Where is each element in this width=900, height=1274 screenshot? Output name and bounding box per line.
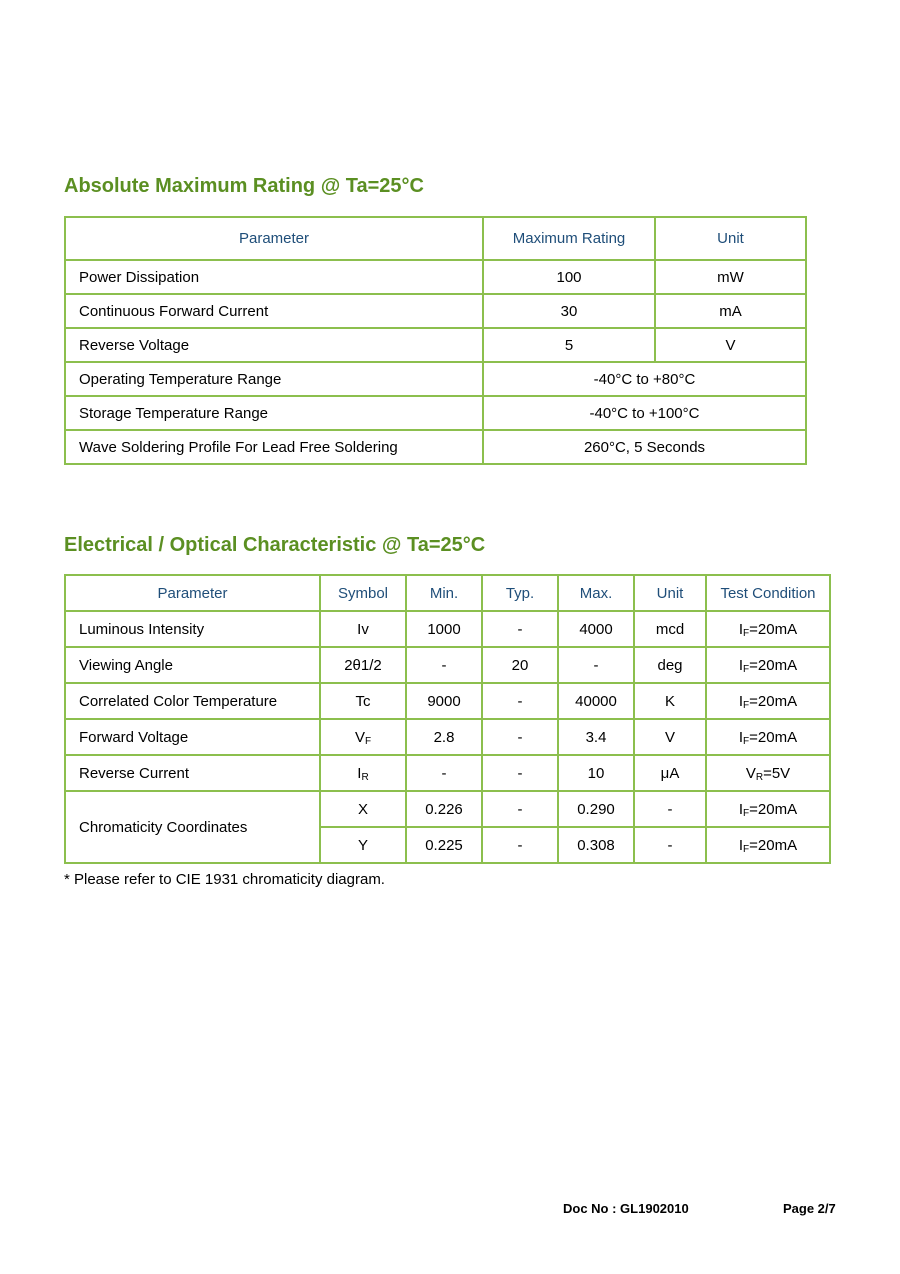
rating-cell: 5 bbox=[483, 328, 655, 362]
parameter-cell: Storage Temperature Range bbox=[65, 396, 483, 430]
parameter-cell: Operating Temperature Range bbox=[65, 362, 483, 396]
header-test-condition: Test Condition bbox=[706, 575, 830, 611]
rating-cell: 260°C, 5 Seconds bbox=[483, 430, 806, 464]
header-typ: Typ. bbox=[482, 575, 558, 611]
parameter-cell: Reverse Voltage bbox=[65, 328, 483, 362]
unit-cell: deg bbox=[634, 647, 706, 683]
parameter-cell: Reverse Current bbox=[65, 755, 320, 791]
typ-cell: - bbox=[482, 719, 558, 755]
min-cell: 0.226 bbox=[406, 791, 482, 827]
table-row bbox=[65, 647, 830, 683]
parameter-cell: Forward Voltage bbox=[65, 719, 320, 755]
absolute-max-table bbox=[64, 216, 807, 465]
unit-cell: - bbox=[634, 791, 706, 827]
max-cell: 40000 bbox=[558, 683, 634, 719]
symbol-cell: Tc bbox=[320, 683, 406, 719]
header-parameter: Parameter bbox=[65, 217, 483, 260]
rating-cell: 100 bbox=[483, 260, 655, 294]
table-row bbox=[65, 719, 830, 755]
min-cell: - bbox=[406, 647, 482, 683]
min-cell: - bbox=[406, 755, 482, 791]
max-cell: 10 bbox=[558, 755, 634, 791]
electrical-optical-table bbox=[64, 574, 831, 864]
test-condition-cell: $I_F=20mA$ bbox=[706, 791, 830, 827]
header-min: Min. bbox=[406, 575, 482, 611]
table-row bbox=[65, 430, 806, 464]
parameter-cell: Luminous Intensity bbox=[65, 611, 320, 647]
parameter-cell: Power Dissipation bbox=[65, 260, 483, 294]
max-cell: 4000 bbox=[558, 611, 634, 647]
absolute-max-title: Absolute Maximum Rating @ Ta=25°C bbox=[64, 175, 424, 197]
typ-cell: - bbox=[482, 827, 558, 863]
symbol-cell: 2θ1/2 bbox=[320, 647, 406, 683]
test-condition-cell: $I_F=20mA$ bbox=[706, 647, 830, 683]
doc-number: Doc No : GL1902010 bbox=[563, 1201, 689, 1216]
max-cell: 0.308 bbox=[558, 827, 634, 863]
typ-cell: - bbox=[482, 755, 558, 791]
max-cell: 0.290 bbox=[558, 791, 634, 827]
min-cell: 0.225 bbox=[406, 827, 482, 863]
symbol-cell: $V_F$ bbox=[320, 719, 406, 755]
typ-cell: - bbox=[482, 791, 558, 827]
page-number: Page 2/7 bbox=[783, 1201, 836, 1216]
rating-cell: -40°C to +80°C bbox=[483, 362, 806, 396]
symbol-cell: X bbox=[320, 791, 406, 827]
unit-cell: mcd bbox=[634, 611, 706, 647]
symbol-cell: $I_R$ bbox=[320, 755, 406, 791]
unit-cell: μA bbox=[634, 755, 706, 791]
unit-cell: V bbox=[634, 719, 706, 755]
header-max: Max. bbox=[558, 575, 634, 611]
table-row bbox=[65, 611, 830, 647]
header-symbol: Symbol bbox=[320, 575, 406, 611]
typ-cell: 20 bbox=[482, 647, 558, 683]
test-condition-cell: $V_R=5V$ bbox=[706, 755, 830, 791]
table-row bbox=[65, 791, 830, 827]
chromaticity-note: * Please refer to CIE 1931 chromaticity diagram. bbox=[64, 871, 385, 888]
table-row bbox=[65, 755, 830, 791]
max-cell: 3.4 bbox=[558, 719, 634, 755]
parameter-cell: Wave Soldering Profile For Lead Free Soldering bbox=[65, 430, 483, 464]
unit-cell: mW bbox=[655, 260, 806, 294]
symbol-cell: Y bbox=[320, 827, 406, 863]
table-row bbox=[65, 294, 806, 328]
test-condition-cell: $I_F=20mA$ bbox=[706, 683, 830, 719]
table-row bbox=[65, 328, 806, 362]
parameter-cell: Chromaticity Coordinates bbox=[65, 791, 320, 863]
header-max-rating: Maximum Rating bbox=[483, 217, 655, 260]
unit-cell: mA bbox=[655, 294, 806, 328]
table-header-row bbox=[65, 217, 806, 260]
rating-cell: -40°C to +100°C bbox=[483, 396, 806, 430]
header-unit: Unit bbox=[634, 575, 706, 611]
min-cell: 9000 bbox=[406, 683, 482, 719]
min-cell: 2.8 bbox=[406, 719, 482, 755]
parameter-cell: Continuous Forward Current bbox=[65, 294, 483, 328]
typ-cell: - bbox=[482, 611, 558, 647]
unit-cell: K bbox=[634, 683, 706, 719]
table-row bbox=[65, 683, 830, 719]
test-condition-cell: $I_F=20mA$ bbox=[706, 719, 830, 755]
test-condition-cell: $I_F=20mA$ bbox=[706, 827, 830, 863]
table-row bbox=[65, 396, 806, 430]
header-parameter: Parameter bbox=[65, 575, 320, 611]
unit-cell: - bbox=[634, 827, 706, 863]
test-condition-cell: $I_F=20mA$ bbox=[706, 611, 830, 647]
table-row bbox=[65, 260, 806, 294]
table-header-row bbox=[65, 575, 830, 611]
table-row bbox=[65, 362, 806, 396]
typ-cell: - bbox=[482, 683, 558, 719]
parameter-cell: Correlated Color Temperature bbox=[65, 683, 320, 719]
unit-cell: V bbox=[655, 328, 806, 362]
header-unit: Unit bbox=[655, 217, 806, 260]
symbol-cell: Iv bbox=[320, 611, 406, 647]
max-cell: - bbox=[558, 647, 634, 683]
min-cell: 1000 bbox=[406, 611, 482, 647]
parameter-cell: Viewing Angle bbox=[65, 647, 320, 683]
electrical-optical-title: Electrical / Optical Characteristic @ Ta=25°C bbox=[64, 534, 486, 556]
rating-cell: 30 bbox=[483, 294, 655, 328]
